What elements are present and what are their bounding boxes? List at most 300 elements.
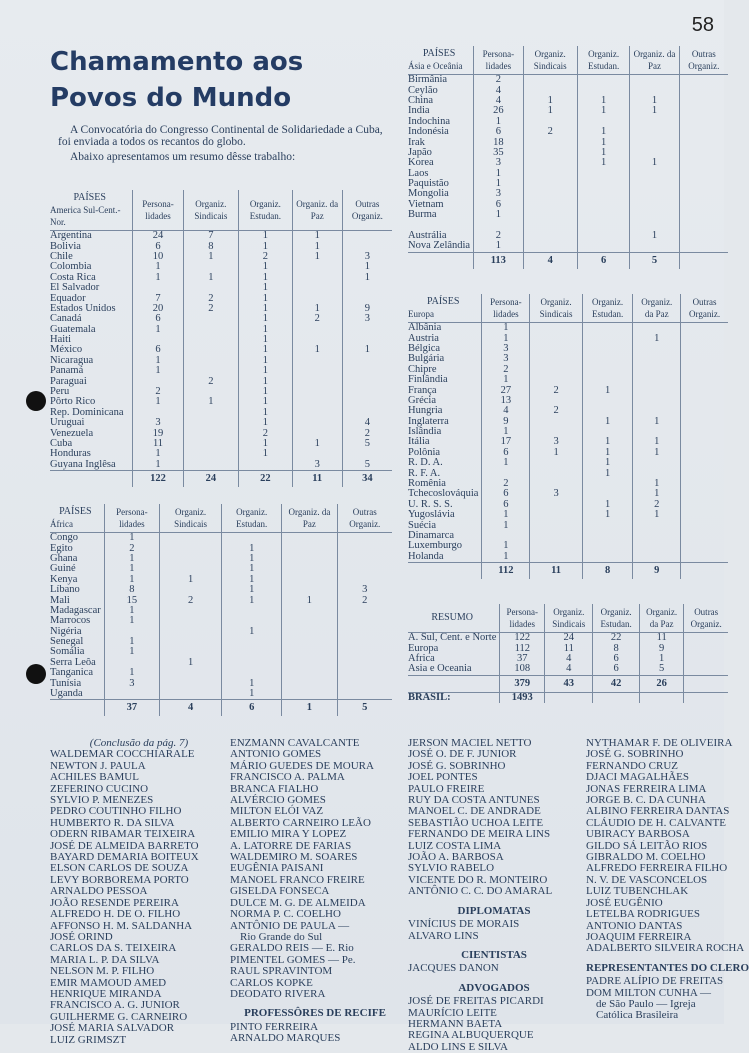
country-cell: A. Sul, Cent. e Norte — [408, 632, 497, 644]
value-cell: 37 — [500, 654, 545, 664]
punch-hole-bottom — [26, 664, 46, 684]
value-cell: 1 — [474, 210, 523, 220]
country-cell: Ghana — [50, 552, 78, 564]
total-cell — [679, 252, 728, 269]
value-cell — [183, 449, 238, 459]
table-row — [408, 241, 728, 252]
value-cell — [292, 325, 342, 335]
value-cell — [679, 231, 728, 241]
value-cell — [530, 552, 582, 563]
country-cell: Bolivia — [50, 240, 81, 252]
value-cell: 3 — [337, 585, 392, 595]
country-header — [408, 294, 482, 323]
value-cell: 1 — [577, 106, 630, 116]
value-cell — [681, 531, 728, 541]
country-cell: Kenya — [50, 573, 78, 585]
value-cell: 1 — [523, 106, 577, 116]
value-cell: 1 — [222, 543, 282, 553]
value-cell — [160, 616, 222, 626]
value-cell — [633, 531, 681, 541]
total-cell: 37 — [104, 700, 159, 717]
table-row — [50, 408, 392, 418]
column-header: Organiz. da Paz — [630, 46, 679, 75]
country-cell: Paraguai — [50, 375, 87, 387]
total-cell: 5 — [630, 252, 679, 269]
country-cell: Serra Leôa — [50, 656, 96, 668]
column-header: Persona-lidades — [474, 46, 523, 75]
table-row — [50, 428, 392, 438]
value-cell: 1 — [633, 510, 681, 520]
value-cell: 108 — [500, 664, 545, 675]
value-cell — [681, 479, 728, 489]
header-row — [50, 190, 392, 231]
table-row — [408, 200, 728, 210]
table-row — [50, 460, 392, 471]
value-cell: 1 — [239, 408, 293, 418]
value-cell: 1 — [630, 106, 679, 116]
value-cell — [337, 637, 392, 647]
value-cell — [630, 210, 679, 220]
value-cell: 1 — [222, 564, 282, 574]
table-row — [50, 304, 392, 314]
value-cell: 8 — [593, 643, 639, 653]
name-entry: JORGE B. C. DA CUNHA — [586, 794, 706, 807]
value-cell: 1 — [222, 585, 282, 595]
value-cell — [523, 75, 577, 86]
value-cell — [222, 647, 282, 657]
value-cell — [582, 541, 633, 551]
value-cell — [679, 75, 728, 86]
value-cell — [633, 375, 681, 385]
value-cell — [530, 354, 582, 364]
table-row — [50, 314, 392, 324]
totals-label — [408, 562, 482, 579]
value-cell: 5 — [342, 460, 392, 471]
column-header: Organiz. da Paz — [633, 294, 681, 323]
value-cell — [633, 354, 681, 364]
value-cell: 1 — [133, 356, 183, 366]
value-cell: 1 — [577, 96, 630, 106]
column-header: Organiz. Sindicais — [183, 190, 238, 231]
value-cell — [292, 283, 342, 293]
country-cell: Paquistão — [408, 178, 449, 190]
table-row — [408, 396, 728, 406]
value-cell: 1 — [104, 637, 159, 647]
name-entry: EUGÊNIA PAISANI — [230, 862, 324, 875]
name-entry: (Conclusão da pág. 7) — [89, 737, 189, 749]
country-cell: Mali — [50, 594, 70, 606]
name-entry: LEVY BORBOREMA PORTO — [50, 873, 189, 886]
value-cell — [523, 220, 577, 230]
table-row — [50, 262, 392, 272]
value-cell — [183, 283, 238, 293]
name-entry: MÁRIO GUEDES DE MOURA — [230, 759, 374, 772]
value-cell: 1 — [577, 137, 630, 147]
value-cell: 1 — [222, 689, 282, 700]
value-cell — [282, 575, 337, 585]
value-cell — [679, 189, 728, 199]
table-row — [50, 678, 392, 688]
value-cell — [530, 500, 582, 510]
country-cell: Japão — [408, 146, 432, 158]
name-entry: MARIA L. P. DA SILVA — [50, 953, 160, 966]
value-cell — [679, 106, 728, 116]
value-cell: 1 — [633, 489, 681, 499]
table-row — [50, 345, 392, 355]
value-cell — [160, 543, 222, 553]
value-cell: 2 — [482, 479, 530, 489]
brasil-value: 1493 — [500, 692, 545, 703]
header-row — [408, 46, 728, 75]
name-entry: DEODATO RIVERA — [230, 987, 326, 1000]
value-cell: 1 — [582, 385, 633, 395]
value-cell: 9 — [482, 417, 530, 427]
value-cell — [292, 366, 342, 376]
names-column-4 — [586, 737, 749, 1022]
value-cell — [681, 437, 728, 447]
value-cell — [292, 262, 342, 272]
value-cell — [530, 541, 582, 551]
value-cell — [523, 169, 577, 179]
value-cell: 1 — [292, 252, 342, 262]
name-entry: de São Paulo — Igreja — [596, 997, 696, 1010]
table-asia-oceania — [408, 46, 728, 269]
value-cell: 7 — [183, 231, 238, 242]
column-header: Organiz. Estudan. — [222, 504, 282, 533]
value-cell — [337, 678, 392, 688]
value-cell: 20 — [133, 304, 183, 314]
name-entry: ELSON CARLOS DE SOUZA — [50, 862, 189, 875]
intro-paragraph-2: Abaixo apresentamos um resumo dêsse trabalho: — [70, 151, 296, 163]
value-cell: 1 — [582, 437, 633, 447]
country-header — [50, 504, 104, 533]
table-subtitle: Europa — [408, 309, 434, 319]
name-entry: FRANCISCO A. G. JUNIOR — [50, 999, 180, 1012]
value-cell — [342, 231, 392, 242]
value-cell: 1 — [633, 479, 681, 489]
value-cell: 1 — [630, 231, 679, 241]
name-entry: JOSÉ G. SOBRINHO — [586, 748, 684, 761]
value-cell — [337, 689, 392, 700]
name-entry: ALFREDO FERREIRA FILHO — [586, 862, 728, 875]
name-entry: BRANCA FIALHO — [230, 782, 319, 795]
table-row — [50, 689, 392, 700]
value-cell: 8 — [104, 585, 159, 595]
value-cell — [679, 148, 728, 158]
country-cell: Yugoslávia — [408, 509, 455, 521]
column-header: Persona-lidades — [104, 504, 159, 533]
table-row — [408, 365, 728, 375]
table-row — [408, 117, 728, 127]
name-entry: GERALDO REIS — E. Rio — [230, 942, 354, 955]
totals-label — [50, 470, 133, 487]
country-cell: Holanda — [408, 550, 444, 562]
name-entry: AFFONSO H. M. SALDANHA — [50, 919, 193, 932]
country-cell: Colombia — [50, 261, 92, 273]
value-cell: 1 — [222, 554, 282, 564]
value-cell: 1 — [239, 325, 293, 335]
table-row — [408, 552, 728, 563]
value-cell: 1 — [239, 304, 293, 314]
value-cell — [342, 366, 392, 376]
value-cell: 1 — [482, 520, 530, 530]
value-cell — [183, 262, 238, 272]
country-cell: Bulgária — [408, 353, 445, 365]
value-cell: 1 — [104, 564, 159, 574]
value-cell: 3 — [482, 354, 530, 364]
intro-text — [58, 124, 398, 166]
value-cell: 2 — [183, 293, 238, 303]
table-row — [50, 564, 392, 574]
value-cell: 2 — [104, 543, 159, 553]
name-entry: ARNALDO PESSOA — [50, 885, 148, 898]
section-heading: DIPLOMATAS — [457, 904, 531, 917]
value-cell: 1 — [582, 500, 633, 510]
value-cell: 1 — [104, 616, 159, 626]
total-cell: 112 — [482, 562, 530, 579]
value-cell: 4 — [474, 85, 523, 95]
column-header: Organiz. da Paz — [639, 604, 684, 633]
value-cell — [222, 637, 282, 647]
name-entry: HERMANN BAETA — [408, 1017, 503, 1030]
country-cell: Irak — [408, 136, 425, 148]
value-cell — [679, 220, 728, 230]
name-entry: ALBINO FERREIRA DANTAS — [586, 805, 730, 818]
value-cell — [681, 396, 728, 406]
country-cell: Austrália — [408, 230, 447, 242]
table-row — [408, 106, 728, 116]
value-cell — [582, 406, 633, 416]
value-cell: 7 — [133, 293, 183, 303]
column-header: Persona-lidades — [482, 294, 530, 323]
value-cell — [681, 510, 728, 520]
value-cell: 2 — [474, 75, 523, 86]
value-cell: 1 — [482, 333, 530, 343]
value-cell — [577, 75, 630, 86]
value-cell — [630, 241, 679, 252]
value-cell — [681, 333, 728, 343]
country-header — [408, 46, 474, 75]
value-cell — [582, 375, 633, 385]
table-row — [408, 510, 728, 520]
value-cell: 2 — [133, 387, 183, 397]
total-cell: 24 — [183, 470, 238, 487]
value-cell: 2 — [160, 595, 222, 605]
table-row — [408, 148, 728, 158]
value-cell: 6 — [482, 489, 530, 499]
value-cell: 1 — [160, 575, 222, 585]
value-cell — [160, 606, 222, 616]
header-row — [408, 294, 728, 323]
value-cell: 1 — [183, 397, 238, 407]
value-cell: 6 — [474, 127, 523, 137]
value-cell — [681, 458, 728, 468]
value-cell: 2 — [239, 252, 293, 262]
value-cell: 1 — [582, 448, 633, 458]
value-cell: 2 — [183, 304, 238, 314]
name-entry: MAURÍCIO LEITE — [408, 1006, 497, 1019]
value-cell — [633, 344, 681, 354]
table-row — [408, 127, 728, 137]
value-cell: 1 — [133, 397, 183, 407]
country-cell: Grécia — [408, 394, 436, 406]
value-cell: 1 — [292, 345, 342, 355]
value-cell: 3 — [342, 314, 392, 324]
value-cell — [679, 85, 728, 95]
section-heading: PROFESSÔRES DE RECIFE — [244, 1007, 386, 1020]
value-cell — [530, 365, 582, 375]
table-row — [50, 283, 392, 293]
name-entry: JOSÉ O. DE F. JUNIOR — [408, 748, 517, 761]
value-cell: 1 — [239, 314, 293, 324]
value-cell: 1 — [239, 439, 293, 449]
country-cell: Madagascar — [50, 604, 101, 616]
value-cell: 1 — [222, 627, 282, 637]
country-cell: Uganda — [50, 688, 83, 700]
value-cell — [630, 75, 679, 86]
table-title: PAÍSES — [59, 506, 92, 517]
value-cell — [681, 552, 728, 563]
country-cell: Panamá — [50, 365, 84, 377]
value-cell: 35 — [474, 148, 523, 158]
value-cell — [160, 678, 222, 688]
name-entry: FERNANDO DE MEIRA LINS — [408, 828, 551, 841]
value-cell — [183, 460, 238, 471]
value-cell — [282, 689, 337, 700]
total-cell: 4 — [160, 700, 222, 717]
value-cell: 11 — [639, 633, 684, 644]
name-entry: ACHILES BAMUL — [50, 771, 139, 784]
name-entry: Rio Grande do Sul — [240, 930, 323, 943]
value-cell — [183, 439, 238, 449]
title-line-2: Povos do Mundo — [50, 83, 292, 113]
names-column-3 — [408, 738, 580, 1053]
value-cell: 6 — [133, 314, 183, 324]
country-cell: Tchecoslováquia — [408, 488, 479, 500]
value-cell: 1 — [582, 458, 633, 468]
table-row — [50, 637, 392, 647]
name-entry: ENZMANN CAVALCANTE — [230, 737, 360, 749]
name-entry: JACQUES DANON — [408, 962, 499, 975]
value-cell: 1 — [292, 231, 342, 242]
value-cell: 2 — [342, 428, 392, 438]
totals-label — [50, 700, 104, 717]
country-cell: Asia e Oceania — [408, 663, 472, 675]
names-column-2 — [230, 738, 400, 1045]
total-cell: 5 — [337, 700, 392, 717]
value-cell: 1 — [639, 654, 684, 664]
name-entry: MANOEL C. DE ANDRADE — [408, 805, 541, 818]
value-cell: 3 — [530, 489, 582, 499]
value-cell — [681, 427, 728, 437]
country-cell: China — [408, 94, 434, 106]
table-row — [408, 520, 728, 530]
country-cell: Romênia — [408, 478, 446, 490]
country-cell: Egito — [50, 542, 73, 554]
country-cell: Dinamarca — [408, 530, 455, 541]
total-cell — [684, 675, 728, 692]
value-cell — [582, 333, 633, 343]
table-row — [50, 241, 392, 251]
value-cell — [681, 354, 728, 364]
value-cell — [337, 543, 392, 553]
value-cell: 3 — [292, 460, 342, 471]
table-row — [50, 606, 392, 616]
value-cell: 1 — [530, 448, 582, 458]
country-cell: Albânia — [408, 322, 442, 334]
value-cell — [523, 148, 577, 158]
value-cell: 18 — [474, 137, 523, 147]
table-row — [408, 541, 728, 551]
value-cell: 3 — [342, 252, 392, 262]
value-cell — [582, 365, 633, 375]
column-header: Organiz. Sindicais — [530, 294, 582, 323]
country-cell: Nova Zelândia — [408, 240, 471, 252]
table-row — [50, 627, 392, 637]
name-entry: LUIZ GRIMSZT — [50, 1033, 127, 1046]
table-row — [408, 448, 728, 458]
total-cell: 113 — [474, 252, 523, 269]
name-entry: ALVÉRCIO GOMES — [230, 794, 326, 807]
value-cell — [292, 387, 342, 397]
total-cell: 22 — [239, 470, 293, 487]
value-cell: 1 — [239, 356, 293, 366]
table-row — [408, 468, 728, 478]
value-cell — [523, 189, 577, 199]
value-cell: 1 — [239, 449, 293, 459]
value-cell — [681, 344, 728, 354]
value-cell — [160, 554, 222, 564]
table-row — [408, 210, 728, 220]
table-title: PAÍSES — [73, 192, 106, 203]
value-cell: 1 — [292, 439, 342, 449]
table-africa — [50, 504, 392, 716]
name-entry: RAUL SPRAVINTOM — [230, 965, 333, 978]
value-cell: 22 — [593, 633, 639, 644]
table-row — [50, 585, 392, 595]
total-cell: 11 — [530, 562, 582, 579]
value-cell — [681, 365, 728, 375]
country-cell: Chipre — [408, 363, 437, 375]
column-header: Organiz. da Paz — [282, 504, 337, 533]
value-cell — [222, 533, 282, 544]
value-cell — [183, 366, 238, 376]
value-cell — [684, 654, 728, 664]
name-entry: SYLVIO P. MENEZES — [50, 794, 154, 807]
table-row — [408, 75, 728, 86]
value-cell — [681, 468, 728, 478]
table-subtitle: America Sul-Cent.-Nor. — [50, 205, 121, 227]
table-row — [408, 427, 728, 437]
value-cell: 6 — [133, 345, 183, 355]
value-cell — [282, 554, 337, 564]
name-entry: NYTHAMAR F. DE OLIVEIRA — [586, 737, 733, 749]
column-header: Organiz. Sindicais — [523, 46, 577, 75]
total-cell: 42 — [593, 675, 639, 692]
value-cell — [577, 220, 630, 230]
table-row — [408, 220, 728, 230]
value-cell: 1 — [104, 606, 159, 616]
value-cell: 13 — [482, 396, 530, 406]
value-cell — [633, 323, 681, 334]
column-header: Outras Organiz. — [342, 190, 392, 231]
name-entry: DOM MILTON CUNHA — — [586, 986, 711, 999]
table-row — [50, 325, 392, 335]
value-cell — [679, 137, 728, 147]
country-cell: Pôrto Rico — [50, 396, 96, 408]
value-cell: 1 — [474, 117, 523, 127]
value-cell: 1 — [633, 333, 681, 343]
